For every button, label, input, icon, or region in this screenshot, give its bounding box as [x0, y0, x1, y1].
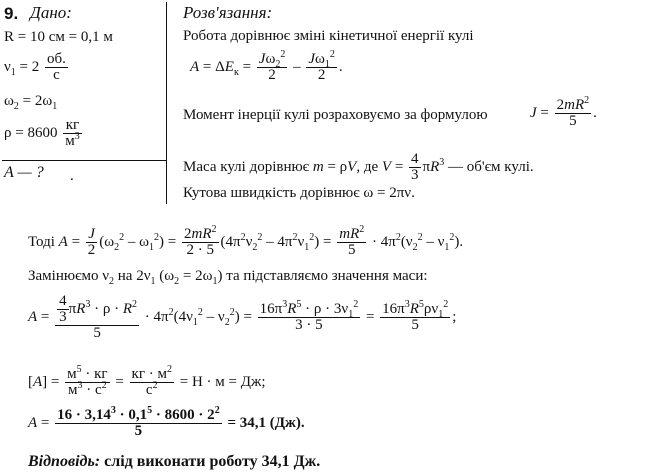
formula-substitution: A = $\frac{4}{3}$ $\pi R^3 \cdot \rho \cdot R^2$ 5 · $4\pi^2(4\nu_1^2 - \nu_2^2)$ = $\frac{16\pi^3R^5 \cdot \rho \cdot 3\nu_1^2}{3 \cdot 5}$ = $\frac{16\pi^3R^5\rho\nu_1^2}{5}$ ;: [28, 293, 457, 341]
formula-work-energy: $A = \Delta E_к$ = $\frac{J\omega_2^2}{2}$ – $\frac{J\omega_1^2}{2}$ .: [190, 49, 343, 83]
given-frequency: $\nu_1 = 2$ $\frac{об.}{с}$: [4, 51, 66, 83]
find-unknown: A — ?: [4, 164, 44, 181]
given-radius: R = 10 см = 0,1 м: [4, 29, 113, 45]
solution-line4: Кутова швидкість дорівнює ω = 2πν.: [183, 185, 415, 201]
formula-result: A = $\frac{16 \cdot 3,14^3 \cdot 0,1^5 \cdot 8600 \cdot 2^2}{5}$ = 34,1 (Дж).: [28, 405, 305, 439]
solution-line1: Робота дорівнює зміні кінетичної енергії кулі: [183, 28, 474, 44]
given-omega: $\omega_2 = 2\omega_1$: [4, 93, 58, 112]
solution-line2: Момент інерції кулі розраховуємо за формулою: [183, 107, 488, 123]
find-dot: .: [70, 168, 74, 184]
answer-line: Відповідь: слід виконати роботу 34,1 Дж.: [28, 453, 321, 470]
given-divider: [2, 160, 166, 161]
given-density: ρ = 8600 $\frac{кг}{м^3}$: [4, 117, 80, 149]
problem-number: 9.: [4, 4, 19, 23]
solution-line3: Маса кулі дорівнює m = ρV, де V = $\frac{4}{3}$ $\pi R^3$ — об'єм кулі.: [183, 151, 534, 183]
formula-then: Тоді A = $\frac{J}{2}$ $(\omega_2^2 - \omega_1^2)$ = $\frac{2mR^2}{2 \cdot 5}$ $(4\pi^2\nu_2^2 - 4\pi^2\nu_1^2)$ = $\frac{mR^2}{5}$ · $4\pi^2(\nu_2^2 - \nu_1^2)$.: [28, 224, 464, 258]
replace-line: Замінюємо $\nu_2$ на $2\nu_1$ $(\omega_2 = 2\omega_1)$ та підставляємо значення маси:: [28, 268, 428, 287]
given-heading: Дано:: [30, 3, 72, 22]
solution-heading: Розв'язання:: [183, 3, 273, 22]
formula-inertia: J = $\frac{2mR^2}{5}$ .: [530, 95, 597, 129]
vertical-divider: [166, 2, 167, 204]
formula-units: [A] = $\frac{м^5 \cdot кг}{м^3 \cdot с^2}$ = $\frac{кг \cdot м^2}{с^2}$ = Н · м = Дж;: [28, 364, 266, 398]
